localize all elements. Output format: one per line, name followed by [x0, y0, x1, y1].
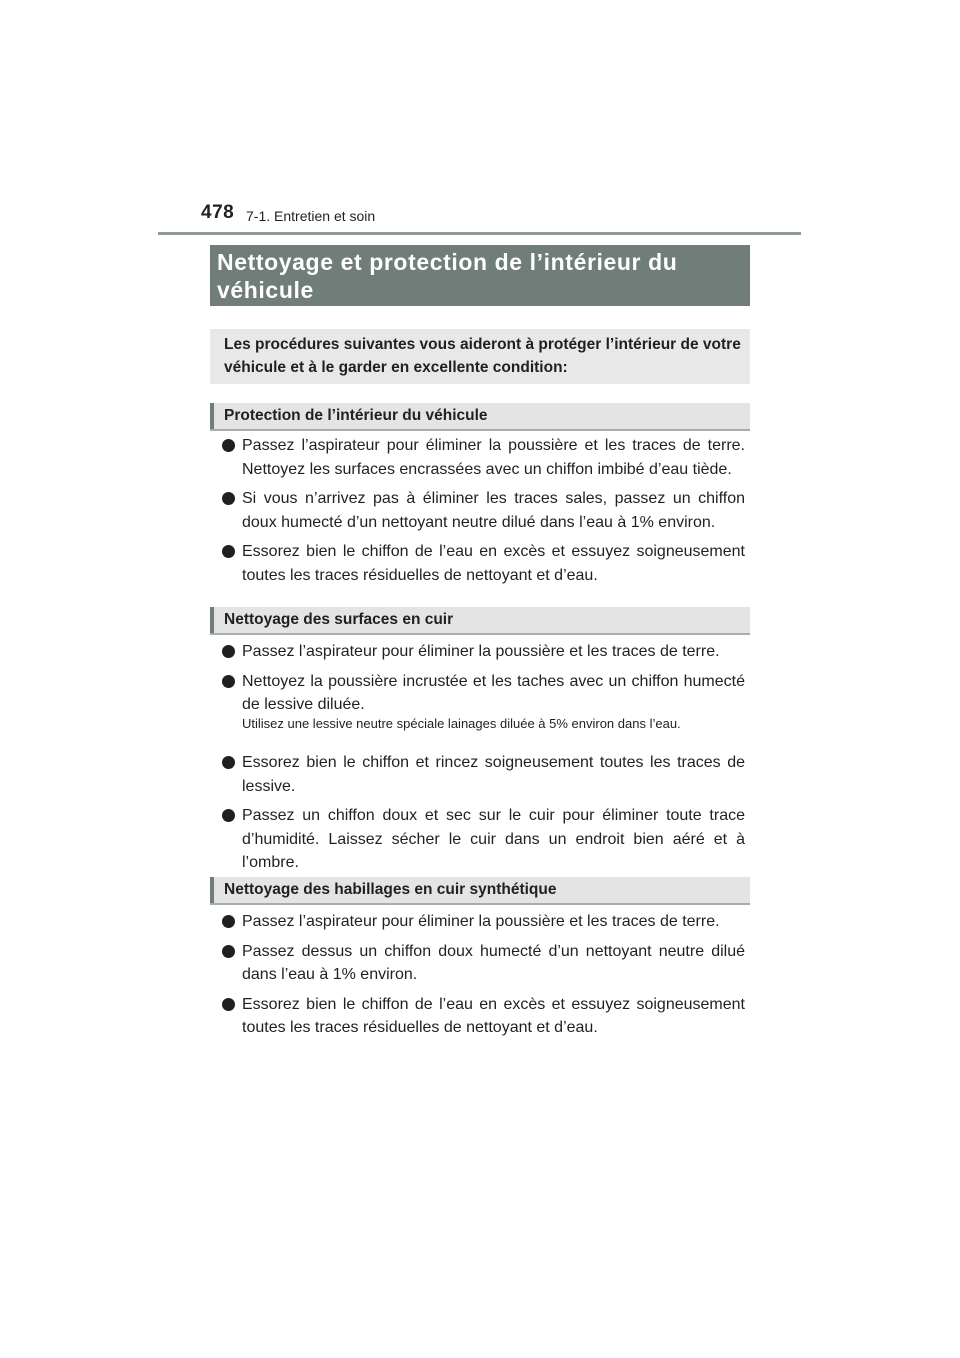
bullet-icon: [222, 998, 235, 1011]
bullet-icon: [222, 945, 235, 958]
bullet-list: [222, 910, 745, 1046]
section-heading-label: Protection de l’intérieur du véhicule: [224, 407, 488, 424]
list-item-text: Essorez bien le chiffon de l’eau en excès et essuyez soigneusement toutes les traces résiduelles de nettoyant et d’eau.: [242, 995, 745, 1036]
list-item: [222, 434, 745, 481]
list-item: [222, 487, 745, 534]
list-item-text: Si vous n’arrivez pas à éliminer les traces sales, passez un chiffon doux humecté d’un nettoyant neutre dilué dans l’eau à 1% environ.: [242, 490, 745, 531]
section-heading-label: Nettoyage des habillages en cuir synthétique: [224, 881, 557, 898]
section-heading-leather: [210, 607, 750, 635]
intro-text: Les procédures suivantes vous aideront à protéger l’intérieur de votre véhicule et à le garder en excellente condition:: [224, 336, 741, 376]
title-banner: [210, 245, 750, 306]
list-item: [222, 751, 745, 798]
list-item: [222, 804, 745, 875]
page-header: [0, 0, 960, 240]
list-item: [222, 640, 745, 664]
bullet-icon: [222, 915, 235, 928]
list-item-text: Passez dessus un chiffon doux humecté d’un nettoyant neutre dilué dans l’eau à 1% environ.: [242, 942, 745, 983]
section-accent-bar: [210, 607, 214, 633]
section-heading-synthetic-leather: [210, 877, 750, 905]
bullet-icon: [222, 675, 235, 688]
list-item: [222, 670, 745, 717]
section-heading-label: Nettoyage des surfaces en cuir: [224, 611, 454, 628]
list-item: [222, 993, 745, 1040]
list-item: [222, 940, 745, 987]
breadcrumb: 7-1. Entretien et soin: [246, 208, 376, 224]
intro-box: [210, 329, 750, 384]
list-item-text: Essorez bien le chiffon et rincez soigneusement toutes les traces de lessive.: [242, 754, 745, 795]
bullet-icon: [222, 439, 235, 452]
header-divider: [158, 232, 801, 235]
list-item-text: Nettoyez la poussière incrustée et les taches avec un chiffon humecté de lessive diluée.: [242, 672, 745, 713]
list-item-text: Passez l’aspirateur pour éliminer la poussière et les traces de terre.: [242, 913, 720, 930]
list-item-text: Passez l’aspirateur pour éliminer la poussière et les traces de terre.: [242, 643, 720, 660]
list-item: [222, 910, 745, 934]
list-item: [222, 540, 745, 587]
bullet-icon: [222, 809, 235, 822]
page-title: Nettoyage et protection de l’intérieur du véhicule: [217, 249, 678, 303]
note-text: Utilisez une lessive neutre spéciale lainages diluée à 5% environ dans l’eau.: [242, 716, 681, 731]
section-accent-bar: [210, 403, 214, 429]
bullet-icon: [222, 545, 235, 558]
bullet-icon: [222, 645, 235, 658]
section-heading-protection: [210, 403, 750, 431]
page-number: 478: [201, 202, 235, 223]
bullet-icon: [222, 492, 235, 505]
bullet-list: [222, 434, 745, 593]
list-item-text: Essorez bien le chiffon de l’eau en excès et essuyez soigneusement toutes les traces résiduelles de nettoyant et d’eau.: [242, 543, 745, 584]
bullet-list: [222, 751, 745, 881]
list-item-text: Passez l’aspirateur pour éliminer la poussière et les traces de terre. Nettoyez les surfaces encrassées avec un chiffon imbibé d’eau tiède.: [242, 437, 745, 478]
bullet-icon: [222, 756, 235, 769]
list-item-text: Passez un chiffon doux et sec sur le cuir pour éliminer toute trace d’humidité. Laissez sécher le cuir dans un endroit bien aéré et à l’ombre.: [242, 807, 745, 871]
bullet-list: [222, 640, 745, 723]
section-accent-bar: [210, 877, 214, 903]
